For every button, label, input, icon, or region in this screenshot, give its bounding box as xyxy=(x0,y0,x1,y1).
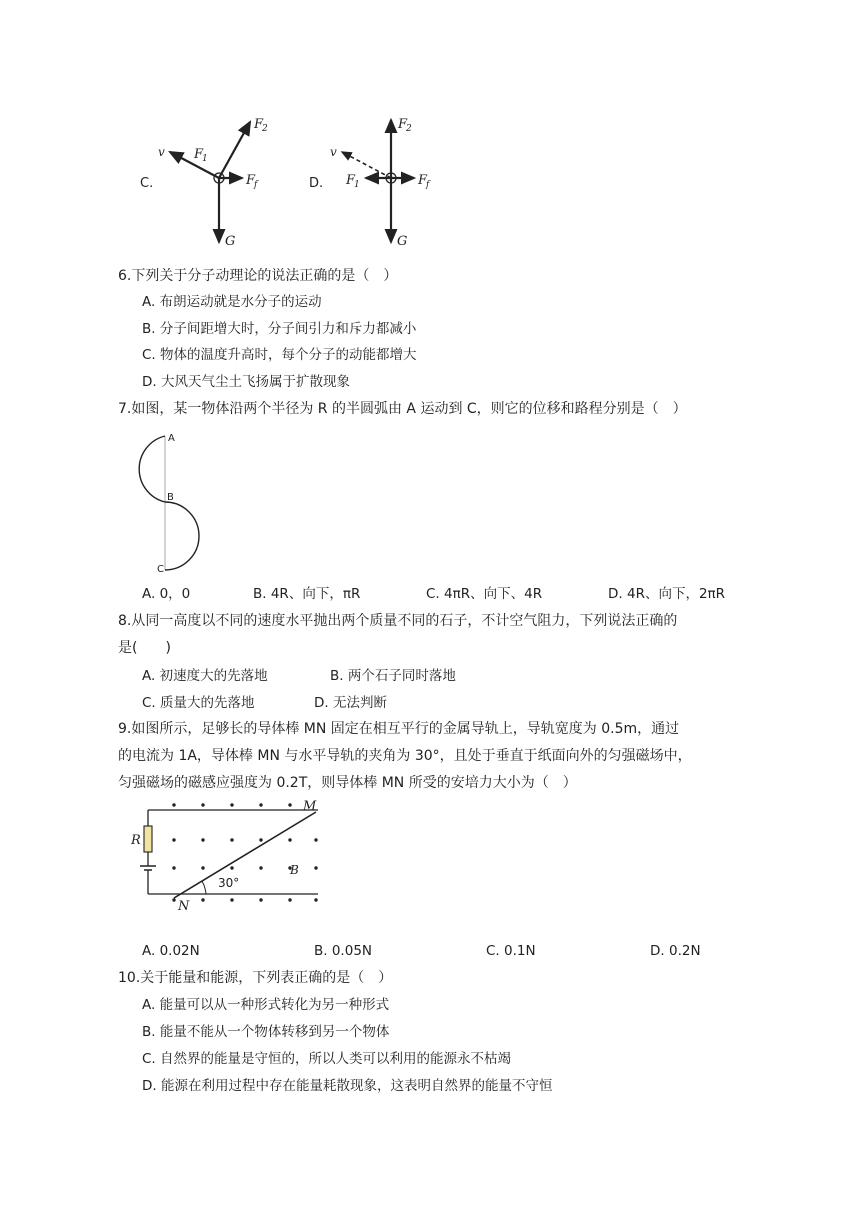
q5-force-diagram-d xyxy=(322,112,452,252)
svg-text:F: F xyxy=(418,173,428,188)
point-c-label: C xyxy=(157,564,164,575)
q7-semicircle-diagram xyxy=(125,428,205,576)
q7-stem: 7.如图，某一物体沿两个半径为 R 的半圆弧由 A 运动到 C，则它的位移和路程分别是（ ） xyxy=(118,401,687,417)
q10-option-a[interactable]: A. 能量可以从一种形式转化为另一种形式 xyxy=(142,997,390,1013)
q10-stem: 10.关于能量和能源，下列表正确的是（ ） xyxy=(118,970,393,986)
m-label: M xyxy=(303,799,317,814)
q8-option-a[interactable]: A. 初速度大的先落地 xyxy=(142,668,268,684)
q6-stem: 6.下列关于分子动理论的说法正确的是（ ） xyxy=(118,268,398,284)
n-label: N xyxy=(178,899,190,914)
point-a-label: A xyxy=(168,433,175,444)
q6-option-d[interactable]: D. 大风天气尘土飞扬属于扩散现象 xyxy=(142,374,350,390)
q9-option-b[interactable]: B. 0.05N xyxy=(314,943,373,959)
svg-text:2: 2 xyxy=(262,124,268,134)
svg-text:1: 1 xyxy=(354,180,360,190)
q7-option-b[interactable]: B. 4R、向下，πR xyxy=(253,586,361,602)
b-label: B xyxy=(290,863,299,877)
svg-text:2: 2 xyxy=(406,124,412,134)
q6-option-c[interactable]: C. 物体的温度升高时，每个分子的动能都增大 xyxy=(142,347,417,363)
q9-stem-line2: 的电流为 1A，导体棒 MN 与水平导轨的夹角为 30°，且处于垂直于纸面向外的匀强磁场中， xyxy=(118,748,692,764)
ff-label: F xyxy=(246,173,256,188)
q5-force-diagram-c xyxy=(150,112,280,252)
svg-text:F: F xyxy=(346,173,356,188)
svg-text:F: F xyxy=(398,117,408,132)
q5-option-c-label: C. xyxy=(140,176,154,191)
q8-option-c[interactable]: C. 质量大的先落地 xyxy=(142,695,255,711)
q7-option-d[interactable]: D. 4R、向下，2πR xyxy=(608,586,726,602)
f2-label: F xyxy=(254,117,264,132)
q8-stem-line2: 是( ) xyxy=(118,640,171,656)
q7-option-a[interactable]: A. 0，0 xyxy=(142,586,191,602)
q10-option-b[interactable]: B. 能量不能从一个物体转移到另一个物体 xyxy=(142,1024,390,1040)
svg-text:f: f xyxy=(254,180,258,190)
q9-option-d[interactable]: D. 0.2N xyxy=(650,943,701,959)
r-label: R xyxy=(131,833,141,848)
q9-stem-line1: 9.如图所示，足够长的导体棒 MN 固定在相互平行的金属导轨上，导轨宽度为 0.5m，通过 xyxy=(118,721,680,737)
q9-stem-line3: 匀强磁场的磁感应强度为 0.2T，则导体棒 MN 所受的安培力大小为（ ） xyxy=(118,775,577,791)
angle-label: 30° xyxy=(218,876,240,890)
v-label: v xyxy=(158,145,165,159)
svg-text:1: 1 xyxy=(202,154,208,164)
svg-text:G: G xyxy=(397,234,408,249)
svg-text:v: v xyxy=(330,145,337,159)
q10-option-c[interactable]: C. 自然界的能量是守恒的，所以人类可以利用的能源永不枯竭 xyxy=(142,1051,512,1067)
q8-stem-line1: 8.从同一高度以不同的速度水平抛出两个质量不同的石子，不计空气阻力，下列说法正确的 xyxy=(118,613,678,629)
f1-label: F xyxy=(194,147,204,162)
q10-option-d[interactable]: D. 能源在利用过程中存在能量耗散现象，这表明自然界的能量不守恒 xyxy=(142,1078,553,1094)
q9-magnetic-field-diagram xyxy=(128,796,328,916)
point-b-label: B xyxy=(167,492,174,503)
q8-option-d[interactable]: D. 无法判断 xyxy=(314,695,387,711)
q9-option-a[interactable]: A. 0.02N xyxy=(142,943,200,959)
g-label: G xyxy=(225,234,236,249)
q5-option-d-label: D. xyxy=(309,176,324,191)
q9-option-c[interactable]: C. 0.1N xyxy=(486,943,536,959)
q8-option-b[interactable]: B. 两个石子同时落地 xyxy=(330,668,456,684)
q6-option-b[interactable]: B. 分子间距增大时，分子间引力和斥力都减小 xyxy=(142,321,417,337)
svg-text:f: f xyxy=(426,180,430,190)
q7-option-c[interactable]: C. 4πR、向下、4R xyxy=(426,586,543,602)
q6-option-a[interactable]: A. 布朗运动就是水分子的运动 xyxy=(142,294,322,310)
